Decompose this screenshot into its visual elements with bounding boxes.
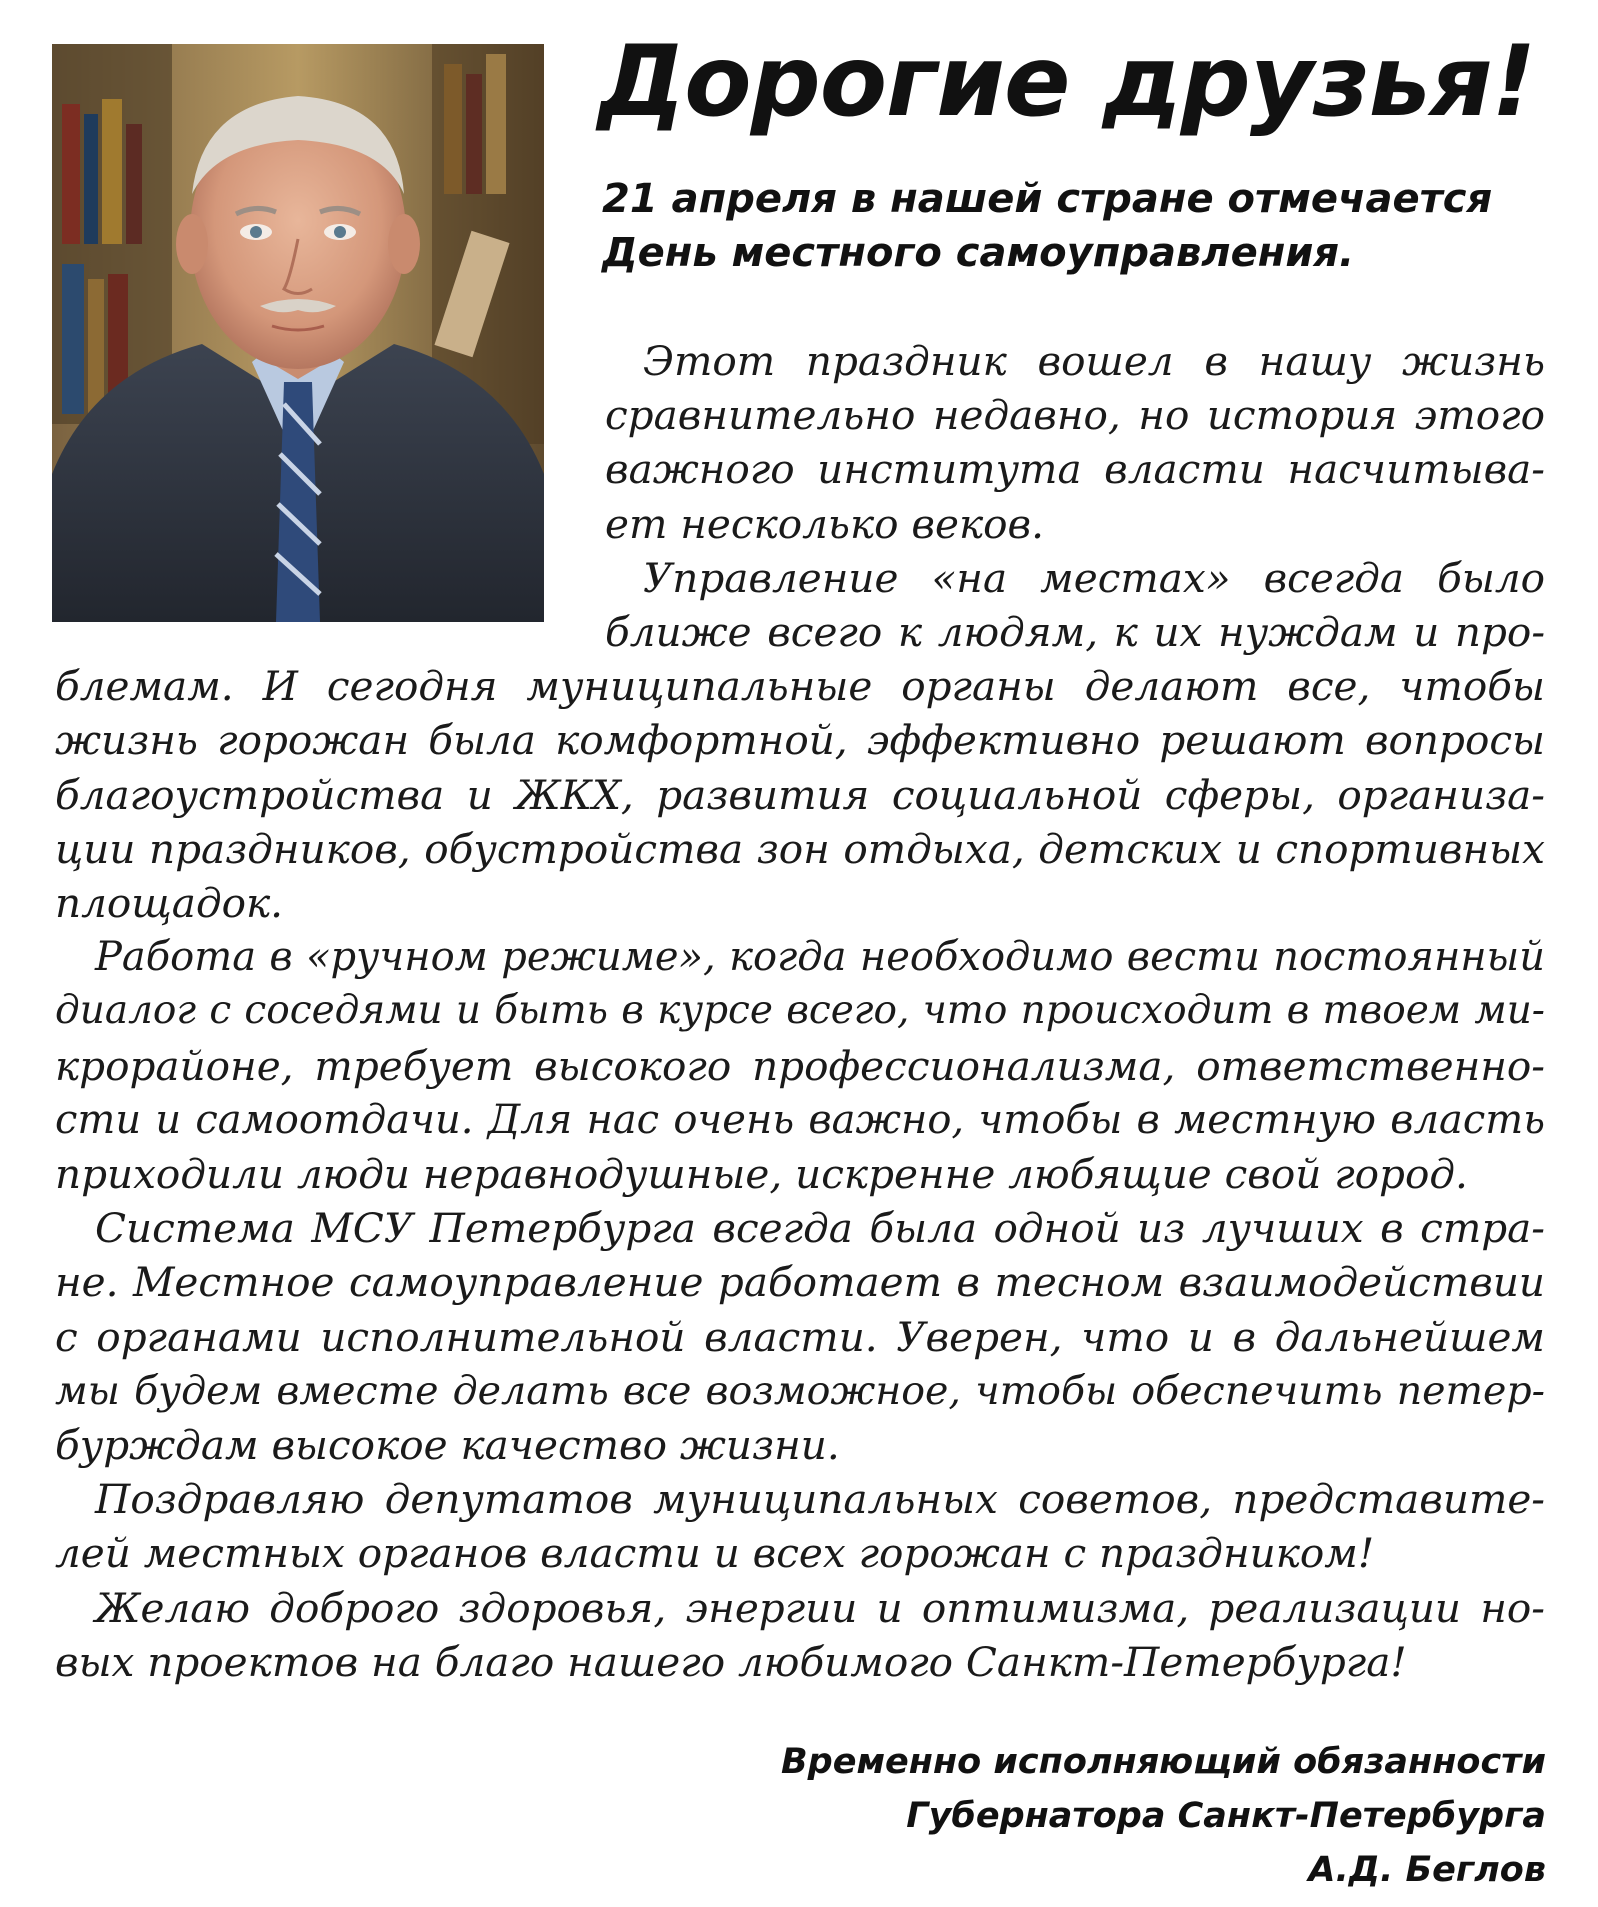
letter-body: [55, 334, 1545, 1689]
body-line: ции праздников, обустройства зон отдыха, детских и спортивных: [55, 824, 1545, 873]
body-line: лей местных органов власти и всех горожан с праздником!: [55, 1529, 1375, 1578]
body-line: сти и самоотдачи. Для нас очень важно, чтобы в местную власть: [55, 1096, 1545, 1143]
body-line: с органами исполнительной власти. Уверен, что и в дальнейшем: [55, 1312, 1545, 1361]
body-line: Поздравляю депутатов муниципальных советов, представите-: [95, 1475, 1545, 1524]
body-line: мы будем вместе делать все возможное, чтобы обеспечить петер-: [55, 1367, 1545, 1414]
body-line: Система МСУ Петербурга всегда была одной из лучших в стра-: [95, 1204, 1545, 1253]
body-line: приходили люди неравнодушные, искренне любящие свой город.: [55, 1150, 1468, 1199]
body-line: площадок.: [55, 879, 284, 928]
body-line: жизнь горожан была комфортной, эффективно решают вопросы: [55, 716, 1545, 765]
body-line: Желаю доброго здоровья, энергии и оптимизма, реализации но-: [95, 1583, 1545, 1632]
body-line: Этот праздник вошел в нашу жизнь: [643, 337, 1545, 385]
body-line: блемам. И сегодня муниципальные органы делают все, чтобы: [55, 662, 1545, 711]
body-line: вых проектов на благо нашего любимого Санкт-Петербурга!: [55, 1637, 1407, 1686]
body-line: важного института власти насчитыва-: [605, 445, 1545, 494]
body-line: не. Местное самоуправление работает в тесном взаимодействии: [55, 1258, 1545, 1307]
subhead-line: 21 апреля в нашей стране отмечается: [602, 176, 1493, 222]
body-line: сравнительно недавно, но история этого: [605, 391, 1545, 440]
body-line: Управление «на местах» всегда было: [643, 553, 1545, 602]
signature-name: А.Д. Беглов: [1308, 1850, 1546, 1890]
signature-title: Временно исполняющий обязанности: [780, 1742, 1546, 1782]
body-line: крорайоне, требует высокого профессионализма, ответственно-: [55, 1041, 1545, 1090]
subhead-line: День местного самоуправления.: [602, 230, 1355, 276]
headline: Дорогие друзья!: [598, 25, 1536, 139]
body-line: Работа в «ручном режиме», когда необходимо вести постоянный: [95, 934, 1545, 981]
subhead: [602, 172, 1562, 280]
body-line: благоустройства и ЖКХ, развития социальной сферы, организа-: [55, 770, 1545, 819]
signature-block: [546, 1735, 1546, 1897]
body-line: ближе всего к людям, к их нуждам и про-: [605, 608, 1545, 657]
body-line: диалог с соседями и быть в курсе всего, что происходит в твоем ми-: [55, 988, 1545, 1034]
body-line: ет несколько веков.: [605, 499, 1044, 548]
body-line: бурждам высокое качество жизни.: [55, 1421, 840, 1470]
signature-office: Губернатора Санкт-Петербурга: [906, 1796, 1546, 1836]
